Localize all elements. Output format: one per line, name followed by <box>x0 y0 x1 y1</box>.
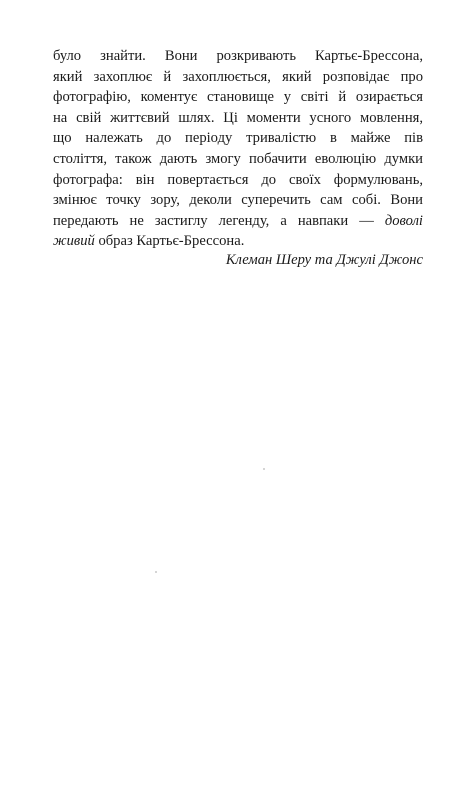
text-line: що належать до періоду тривалістю в майже пів <box>53 130 423 147</box>
text-line: було знайти. Вони розкривають Картьє-Брессона, <box>53 48 423 64</box>
text-line: століття, також дають змогу побачити еволюцію думки <box>53 150 423 167</box>
italic-word: доволі <box>384 212 423 229</box>
text-line-mixed <box>53 211 423 232</box>
text-line-mixed <box>53 231 423 252</box>
text-line-start: передають не застиглу легенду, а навпаки — <box>53 212 385 229</box>
paper-speck <box>263 468 265 470</box>
text-line: фотографа: він повертається до своїх формулювань, <box>53 171 423 188</box>
text-line-end: образ Картьє-Брессона. <box>94 233 245 250</box>
text-line: який захоплює й захоплюється, який розповідає про <box>53 68 423 85</box>
italic-word: живий <box>53 233 95 250</box>
body-paragraph <box>53 46 423 252</box>
text-line: змінює точку зору, деколи суперечить сам собі. Вони <box>53 192 423 209</box>
text-line: фотографію, коментує становище у світі й озирається <box>53 89 423 106</box>
text-line: на свій життєвий шлях. Ці моменти усного мовлення, <box>53 109 423 126</box>
paper-speck <box>155 571 157 573</box>
author-signature: Клеман Шеру та Джулі Джонс <box>225 252 423 268</box>
